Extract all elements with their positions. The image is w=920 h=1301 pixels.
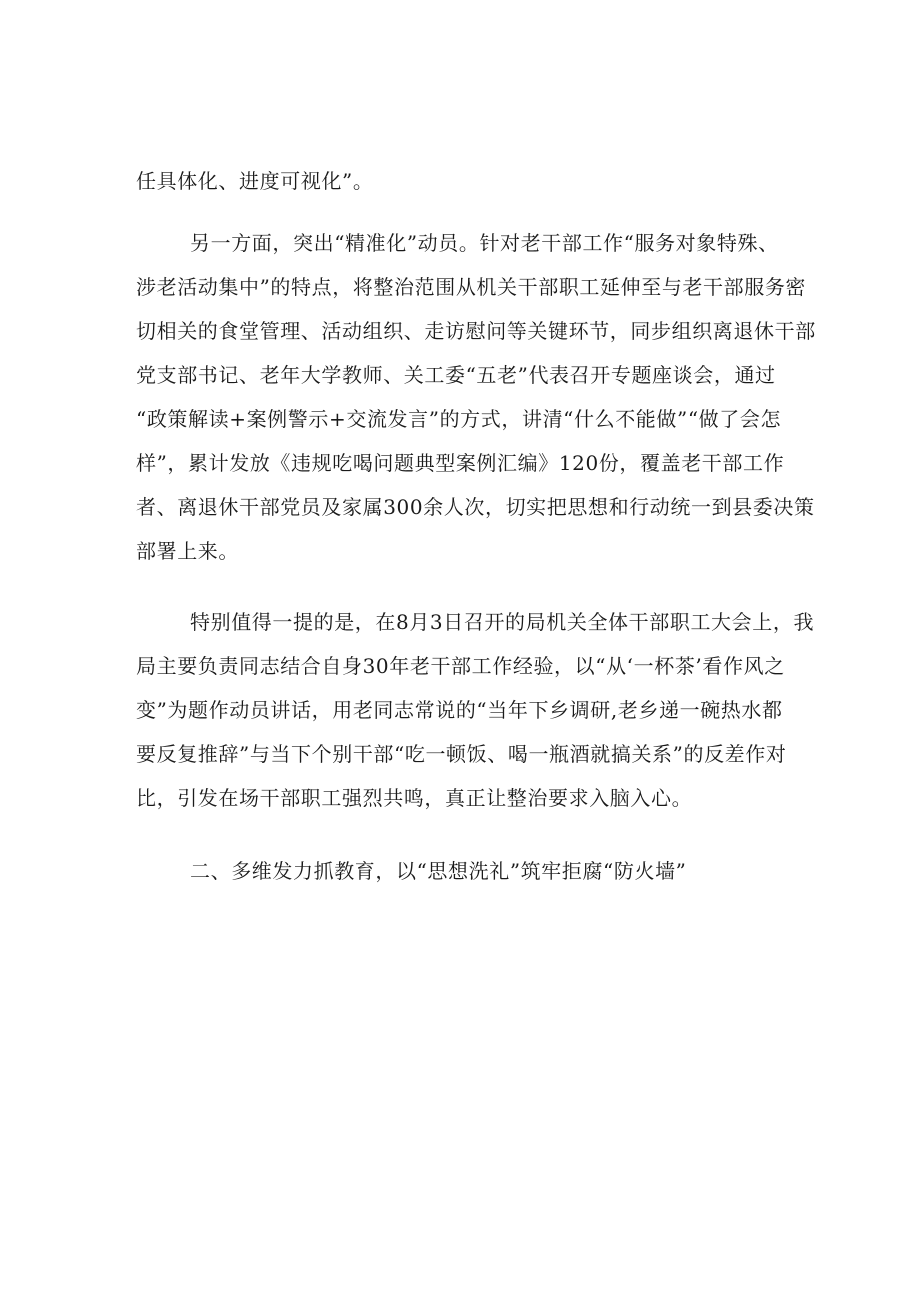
paragraph-line: 局主要负责同志结合自身30年老干部工作经验，以“从‘一杯茶’看作风之: [136, 654, 785, 678]
paragraph-line: 涉老活动集中”的特点，将整治范围从机关干部职工延伸至与老干部服务密: [136, 275, 807, 299]
paragraph-line: 要反复推辞”与当下个别干部“吃一顿饭、喝一瓶酒就搞关系”的反差作对: [136, 742, 787, 766]
section-heading: 二、多维发力抓教育，以“思想洗礼”筑牢拒腐“防火墙”: [190, 859, 687, 883]
paragraph-line: 比，引发在场干部职工强烈共鸣，真正让整治要求入脑入心。: [136, 786, 693, 810]
paragraph-line: 党支部书记、老年大学教师、关工委“五老”代表召开专题座谈会，通过: [136, 363, 776, 387]
paragraph-line: 特别值得一提的是，在8月3日召开的局机关全体干部职工大会上，我: [190, 610, 815, 634]
paragraph-line: “政策解读+案例警示+交流发言”的方式，讲清“什么不能做”“做了会怎: [136, 407, 782, 431]
paragraph-line: 部署上来。: [136, 539, 239, 563]
paragraph-continuation-line: 任具体化、进度可视化”。: [136, 169, 374, 193]
paragraph-line: 变”为题作动员讲话，用老同志常说的“当年下乡调研,老乡递一碗热水都: [136, 698, 783, 722]
paragraph-line: 样”，累计发放《违规吃喝问题典型案例汇编》120份，覆盖老干部工作: [136, 451, 785, 475]
paragraph-line: 另一方面，突出“精准化”动员。针对老干部工作“服务对象特殊、: [190, 231, 779, 255]
paragraph-line: 切相关的食堂管理、活动组织、走访慰问等关键环节，同步组织离退休干部: [136, 319, 816, 343]
paragraph-line: 者、离退休干部党员及家属300余人次，切实把思想和行动统一到县委决策: [136, 495, 815, 519]
